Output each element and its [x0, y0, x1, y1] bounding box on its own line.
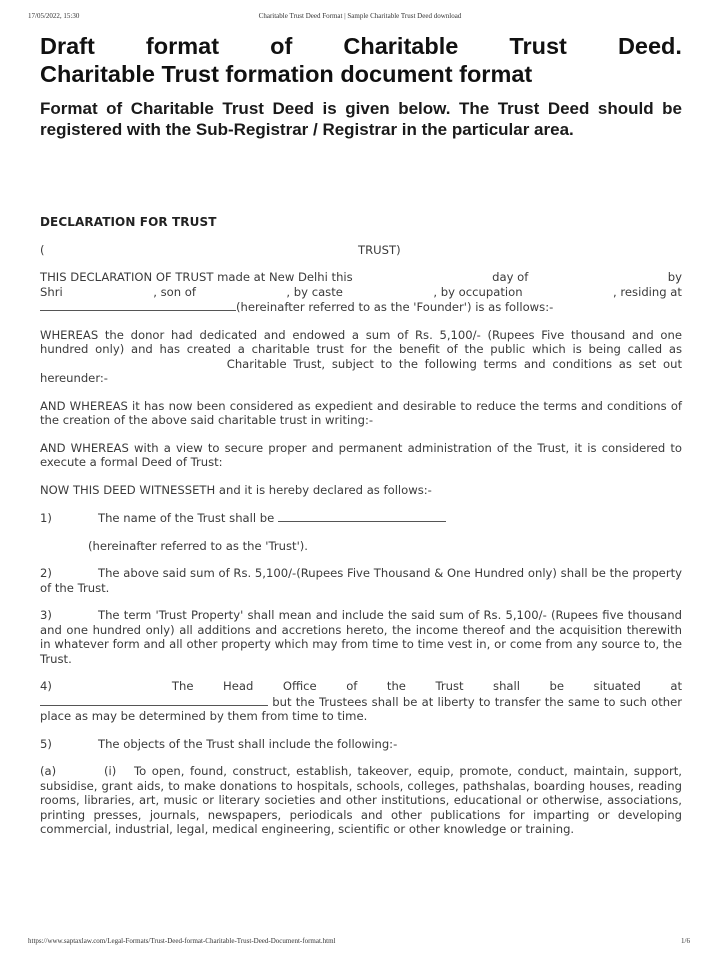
- intro-founder: (hereinafter referred to as the 'Founder') is as follows:-: [236, 300, 554, 314]
- title-word: Draft: [40, 33, 95, 59]
- whereas1-before: WHEREAS the donor had dedicated and endowed a sum of Rs. 5,100/- (Rupees Five thousand and one hundred only) and has created a charitable trust for the benefit of the public which is being called as: [40, 327, 682, 356]
- whereas-paragraph-2: AND WHEREAS it has now been considered as expedient and desirable to reduce the terms and conditions of the creation of the above said charitable trust in writing:-: [40, 398, 682, 427]
- clause-4: [40, 679, 682, 724]
- whereas1-after: Charitable Trust, subject to the following terms and conditions as set out hereunder:-: [40, 356, 682, 385]
- page-indicator: 1/6: [681, 937, 690, 945]
- object-text: To open, found, construct, establish, takeover, equip, promote, conduct, maintain, support, subsidise, grant aids, to make donations to hospitals, schools, colleges, pathshalas, boarding houses, reading rooms, libraries, art, music or literary societies and other institutions, educational or otherwise, associations, printing presses, journals, newspapers, periodicals and other publications for imparting or developing commercial, industrial, legal, medical engineering, scientific or other knowledge or training.: [40, 764, 682, 836]
- title-word: Charitable: [343, 33, 459, 59]
- clause-number: 4): [40, 679, 52, 693]
- intro-line-2: [40, 285, 682, 300]
- clause-2: [40, 566, 682, 595]
- blank-address-field: [40, 299, 236, 311]
- blank-trust-name-field: [278, 510, 446, 522]
- blank-head-office-field: [40, 694, 268, 706]
- intro-residing-at: , residing at: [613, 284, 682, 299]
- clause-number: 5): [40, 736, 52, 751]
- title-word: format: [145, 33, 220, 59]
- clause-text: The objects of the Trust shall include the following:-: [98, 736, 398, 751]
- clause-text: The term 'Trust Property' shall mean and include the said sum of Rs. 5,100/- (Rupees five thousand and one hundred only) all additions and accretions hereto, the income thereof and the acquisition therewith in whatever form and all other property which may from time to time vest in, or come from any source to, the Trust.: [40, 608, 682, 666]
- whereas-paragraph-3: AND WHEREAS with a view to secure proper and permanent administration of the Trust, it is considered to execute a formal Deed of Trust:: [40, 440, 682, 469]
- clause-5: [40, 737, 682, 752]
- print-datetime: 17/05/2022, 15:30: [28, 12, 80, 20]
- whereas-paragraph-1: [40, 328, 682, 386]
- witnesseth-paragraph: NOW THIS DEED WITNESSETH and it is hereby declared as follows:-: [40, 482, 432, 497]
- print-page-title: Charitable Trust Deed Format | Sample Charitable Trust Deed download: [258, 12, 462, 20]
- clause-text: The above said sum of Rs. 5,100/-(Rupees Five Thousand & One Hundred only) shall be the property of the Trust.: [40, 566, 682, 595]
- trust-name-line: [40, 243, 682, 258]
- section-heading: DECLARATION FOR TRUST: [40, 215, 217, 229]
- deed-body: [40, 215, 682, 837]
- print-header: [0, 12, 720, 24]
- intro-line-3: [40, 299, 682, 315]
- clause-text-rest: but the Trustees shall be at liberty to transfer the same to such other place as may be determined by them from time to time.: [40, 694, 682, 723]
- clause-3: [40, 608, 682, 666]
- intro-by-caste: , by caste: [286, 284, 343, 299]
- title-line-1: [40, 32, 682, 60]
- clause-text: The name of the Trust shall be: [98, 511, 275, 525]
- intro-shri: Shri: [40, 284, 63, 299]
- intro-by: by: [667, 270, 682, 284]
- intro-text: THIS DECLARATION OF TRUST made at New Delhi this: [40, 270, 353, 284]
- object-a-i: [40, 764, 682, 837]
- clause-1: [40, 510, 682, 526]
- intro-line-1: [40, 270, 682, 285]
- clause-number: 3): [40, 608, 52, 622]
- clause-4-line-1: [40, 679, 682, 694]
- clause-4-rest: [40, 694, 682, 724]
- declaration-intro: [40, 270, 682, 315]
- intro-day-of: day of: [492, 270, 529, 284]
- intro-son-of: , son of: [153, 284, 196, 299]
- clause-number: 1): [40, 511, 52, 525]
- title-line-2: Charitable Trust formation document format: [40, 61, 533, 87]
- object-label-a: (a): [40, 764, 57, 778]
- intro-by-occupation: , by occupation: [433, 284, 523, 299]
- title-word: Trust: [509, 33, 567, 59]
- page-title: [40, 32, 682, 88]
- trust-open-paren: (: [40, 242, 45, 257]
- print-footer: [0, 937, 720, 949]
- title-word: of: [270, 33, 293, 59]
- print-url: https://www.saptaxlaw.com/Legal-Formats/Trust-Deed-format-Charitable-Trust-Deed-Document-format.html: [28, 937, 336, 945]
- page-subtitle: Format of Charitable Trust Deed is given below. The Trust Deed should be registered with the Sub-Registrar / Registrar in the particular area.: [40, 99, 682, 139]
- clause-text: The Head Office of the Trust shall be situated at: [171, 679, 682, 693]
- clause-number: 2): [40, 566, 52, 580]
- clause-1-continuation: (hereinafter referred to as the 'Trust').: [88, 538, 308, 553]
- title-word: Deed.: [617, 33, 682, 59]
- document-content: [40, 28, 682, 837]
- object-label-i: (i): [104, 764, 117, 778]
- trust-close-label: TRUST): [358, 242, 401, 257]
